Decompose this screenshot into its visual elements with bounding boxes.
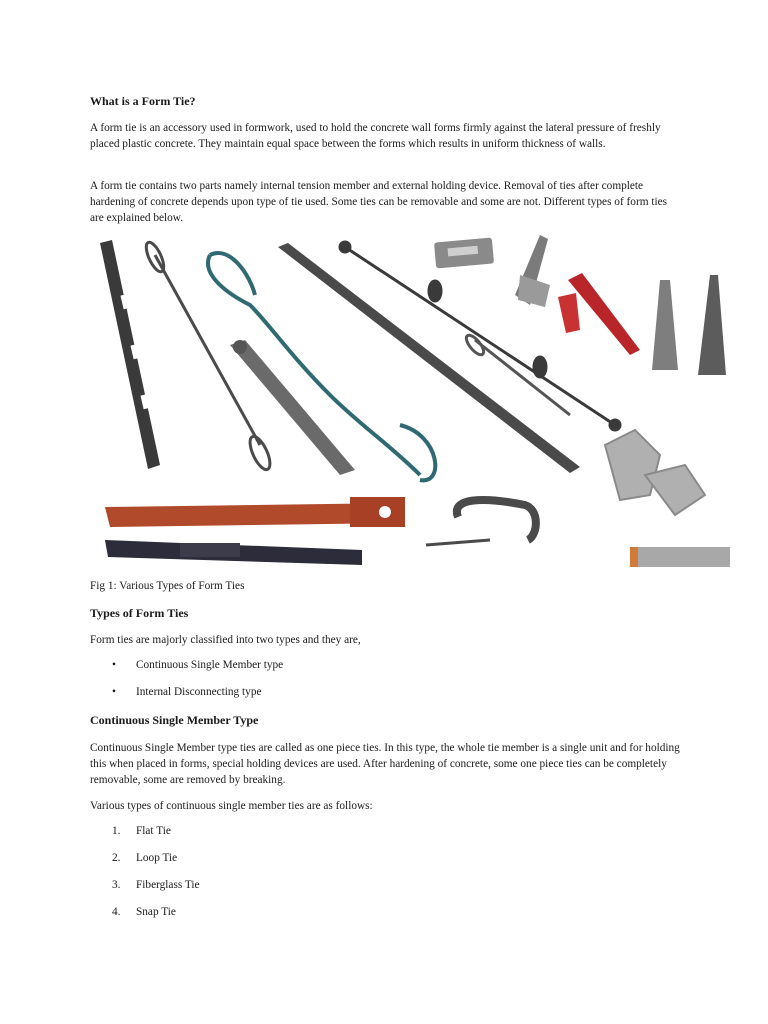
red-form-tie-image (105, 497, 405, 527)
list-number: 3. (112, 879, 121, 891)
form-ties-figure (100, 235, 730, 575)
paragraph-types-intro: Form ties are majorly classified into two types and they are, (90, 634, 361, 646)
list-item (112, 879, 200, 891)
list-item (112, 852, 177, 864)
paragraph-continuous-single-member: Continuous Single Member type ties are called as one piece ties. In this type, the whole tie member is a single unit and for holding this when placed in forms, special holding devices are used. After hardening of concrete, some one piece ties can be completely removable, some are removed by breaking. (90, 742, 680, 786)
heading-what-is-form-tie: What is a Form Tie? (90, 94, 196, 108)
paragraph-form-tie-definition: A form tie is an accessory used in formwork, used to hold the concrete wall forms firmly against the lateral pressure of freshly placed plastic concrete. They maintain equal space between the forms which results in uniform thickness of walls. (90, 122, 661, 150)
paragraph-form-tie-parts: A form tie contains two parts namely internal tension member and external holding device. Removal of ties after complete hardening of concrete depends upon type of tie used. Some ties can be removable and some are not. Different types of form ties are explained below. (90, 180, 668, 224)
wedge-bracket-image (515, 235, 550, 307)
heading-types-of-form-ties: Types of Form Ties (90, 606, 189, 620)
bullet-item (112, 686, 261, 698)
list-number: 4. (112, 906, 121, 918)
bullet-symbol: • (112, 686, 116, 698)
figure-caption: Fig 1: Various Types of Form Ties (90, 580, 245, 592)
list-label: Flat Tie (136, 825, 171, 837)
red-bracket-image (558, 273, 640, 355)
list-number: 1. (112, 825, 121, 837)
list-item (112, 906, 176, 918)
bullet-symbol: • (112, 659, 116, 671)
flat-key-image (230, 340, 355, 475)
bullet-label: Internal Disconnecting type (136, 686, 262, 698)
bullet-item (112, 659, 283, 671)
cast-clamp-image (605, 430, 705, 515)
paragraph-various-types: Various types of continuous single member ties are as follows: (90, 800, 373, 812)
flat-tie-image (100, 240, 160, 469)
list-item (112, 825, 171, 837)
c-clamp-image (426, 500, 536, 545)
she-bolt-image (105, 540, 362, 565)
wedge-spikes-image (652, 275, 726, 375)
list-number: 2. (112, 852, 121, 864)
list-label: Snap Tie (136, 906, 176, 918)
heading-continuous-single-member: Continuous Single Member Type (90, 713, 259, 727)
list-label: Loop Tie (136, 852, 178, 864)
list-label: Fiberglass Tie (136, 879, 200, 891)
bullet-label: Continuous Single Member type (136, 659, 284, 671)
pipe-sleeve-image (630, 547, 730, 567)
tie-clip-image (434, 238, 494, 269)
